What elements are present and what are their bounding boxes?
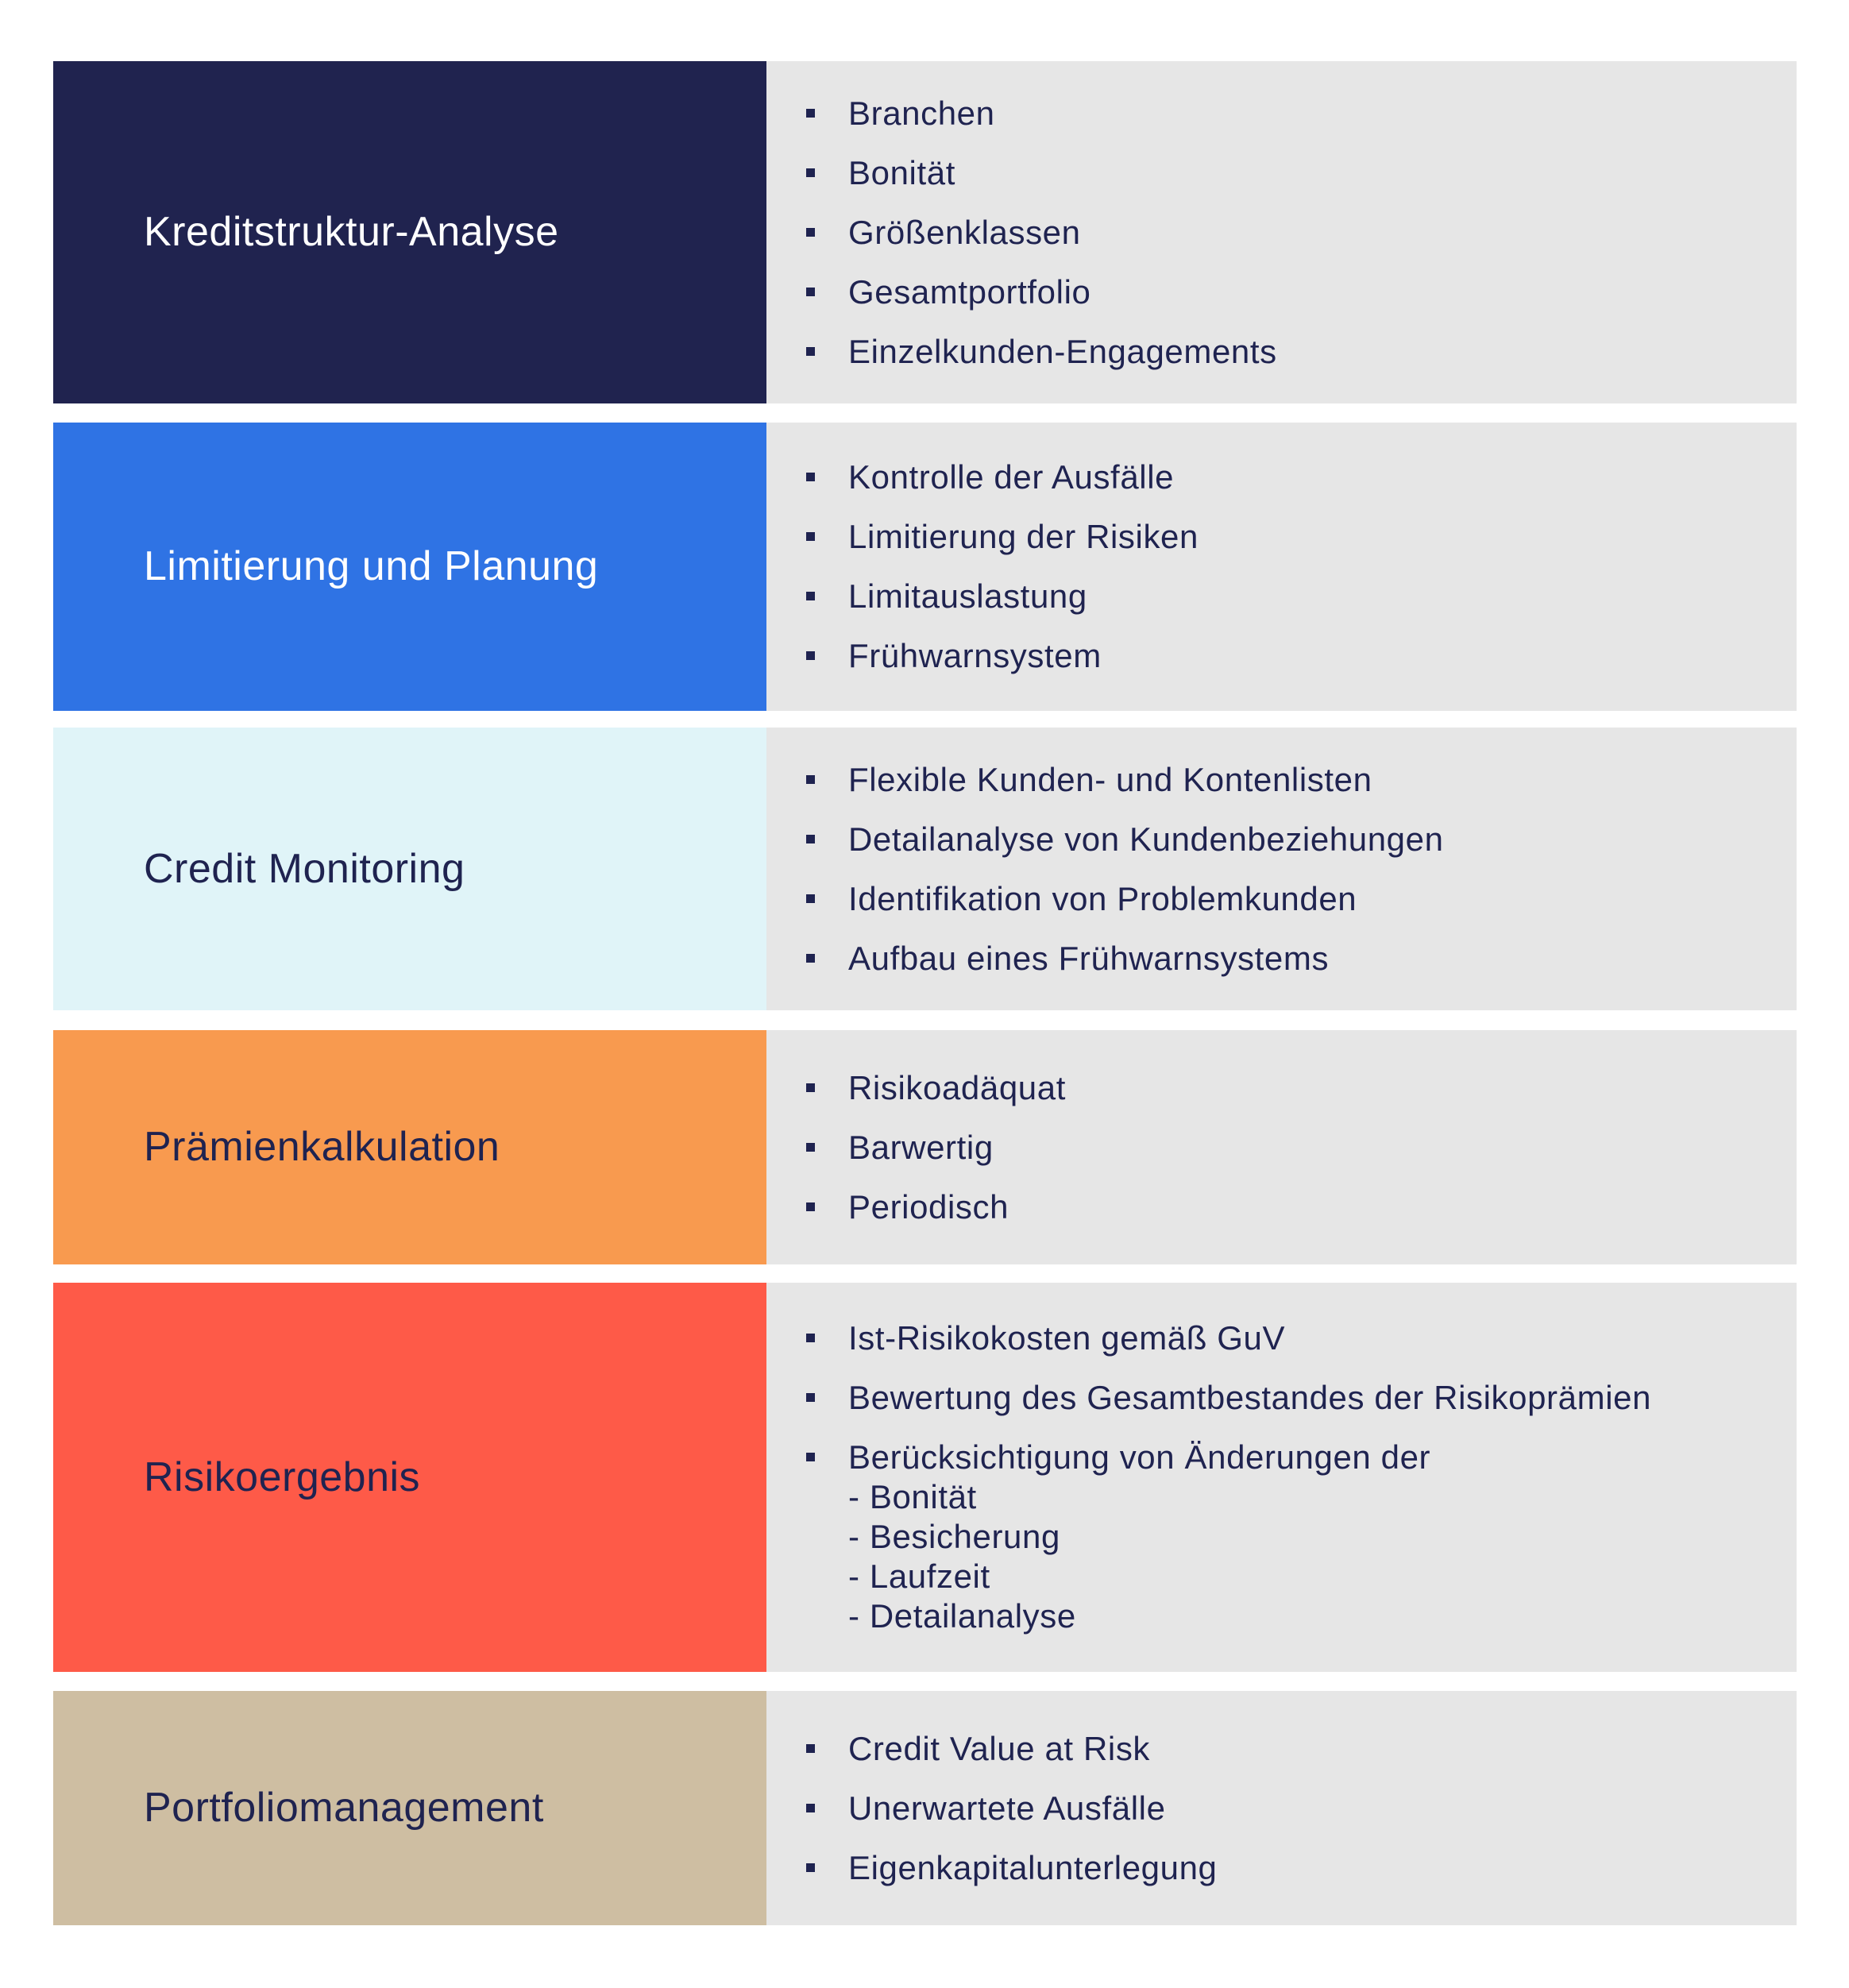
list-item [806, 1729, 1797, 1769]
square-bullet-icon [806, 1083, 815, 1092]
list-item [806, 939, 1797, 979]
category-cell [53, 1691, 766, 1925]
square-bullet-icon [806, 894, 815, 903]
content-cell [766, 728, 1797, 1010]
item-text: Branchen [848, 94, 995, 132]
square-bullet-icon [806, 775, 815, 784]
item-text: Größenklassen [848, 213, 1081, 251]
square-bullet-icon [806, 1202, 815, 1211]
list-item [806, 213, 1797, 253]
list-item [806, 94, 1797, 133]
list-item [806, 153, 1797, 193]
item-text: Credit Value at Risk [848, 1729, 1151, 1767]
category-cell [53, 1283, 766, 1672]
content-cell [766, 423, 1797, 711]
square-bullet-icon [806, 532, 815, 541]
item-text: Ist-Risikokosten gemäß GuV [848, 1319, 1286, 1357]
item-text: Unerwartete Ausfälle [848, 1789, 1166, 1827]
list-item [806, 517, 1797, 557]
list-item [806, 332, 1797, 372]
row-praemienkalkulation [53, 1030, 1797, 1264]
square-bullet-icon [806, 1143, 815, 1152]
list-item [806, 1789, 1797, 1828]
item-text: Eigenkapitalunterlegung [848, 1848, 1218, 1886]
item-text: Limitauslastung [848, 577, 1087, 615]
square-bullet-icon [806, 1334, 815, 1342]
square-bullet-icon [806, 1804, 815, 1812]
item-text: Berücksichtigung von Änderungen der [848, 1438, 1431, 1476]
list-item [806, 879, 1797, 919]
list-item [806, 820, 1797, 859]
square-bullet-icon [806, 168, 815, 177]
sub-item-text: - Detailanalyse [848, 1597, 1076, 1635]
item-text: Risikoadäquat [848, 1068, 1066, 1106]
square-bullet-icon [806, 288, 815, 296]
list-item [806, 636, 1797, 676]
square-bullet-icon [806, 1744, 815, 1753]
square-bullet-icon [806, 1863, 815, 1872]
category-cell [53, 61, 766, 403]
sub-item-text: - Besicherung [848, 1518, 1060, 1555]
item-text: Flexible Kunden- und Kontenlisten [848, 760, 1372, 798]
list-item [806, 1438, 1797, 1636]
list-item [806, 1318, 1797, 1358]
item-text: Gesamtportfolio [848, 272, 1091, 311]
list-item [806, 1187, 1797, 1227]
sub-item-text: - Bonität [848, 1478, 977, 1515]
row-kreditstruktur-analyse [53, 61, 1797, 403]
square-bullet-icon [806, 651, 815, 660]
content-cell [766, 61, 1797, 403]
item-text: Bewertung des Gesamtbestandes der Risikoprämien [848, 1379, 1652, 1416]
list-item [806, 1068, 1797, 1108]
item-text: Bonität [848, 153, 955, 191]
item-list [806, 1318, 1797, 1636]
list-item [806, 457, 1797, 497]
category-title: Credit Monitoring [144, 845, 465, 892]
item-text: Barwertig [848, 1128, 994, 1166]
list-item [806, 1848, 1797, 1888]
item-text: Periodisch [848, 1187, 1009, 1226]
item-text: Aufbau eines Frühwarnsystems [848, 939, 1330, 977]
square-bullet-icon [806, 835, 815, 843]
item-text: Frühwarnsystem [848, 637, 1102, 674]
category-cell [53, 423, 766, 711]
square-bullet-icon [806, 954, 815, 963]
item-list [806, 760, 1797, 979]
content-cell [766, 1691, 1797, 1925]
square-bullet-icon [806, 1393, 815, 1402]
square-bullet-icon [806, 109, 815, 118]
item-text: Einzelkunden-Engagements [848, 332, 1277, 370]
category-title: Portfoliomanagement [144, 1785, 544, 1832]
square-bullet-icon [806, 228, 815, 237]
sub-item-text: - Laufzeit [848, 1558, 990, 1595]
item-text: Identifikation von Problemkunden [848, 879, 1357, 917]
item-list [806, 1068, 1797, 1227]
category-title: Kreditstruktur-Analyse [144, 209, 559, 256]
category-cell [53, 1030, 766, 1264]
square-bullet-icon [806, 347, 815, 356]
content-cell [766, 1030, 1797, 1264]
list-item [806, 760, 1797, 800]
category-title: Prämienkalkulation [144, 1124, 500, 1171]
square-bullet-icon [806, 473, 815, 481]
list-item [806, 272, 1797, 312]
row-portfoliomanagement [53, 1691, 1797, 1925]
square-bullet-icon [806, 592, 815, 600]
item-text: Kontrolle der Ausfälle [848, 458, 1175, 496]
item-list [806, 94, 1797, 372]
content-cell [766, 1283, 1797, 1672]
row-limitierung-und-planung [53, 423, 1797, 711]
list-item [806, 577, 1797, 616]
item-text: Limitierung der Risiken [848, 518, 1199, 555]
list-item [806, 1128, 1797, 1168]
list-item [806, 1378, 1797, 1418]
item-list [806, 457, 1797, 676]
row-credit-monitoring [53, 728, 1797, 1010]
item-list [806, 1729, 1797, 1888]
item-text: Detailanalyse von Kundenbeziehungen [848, 820, 1444, 858]
square-bullet-icon [806, 1453, 815, 1461]
category-title: Limitierung und Planung [144, 543, 599, 590]
category-title: Risikoergebnis [144, 1453, 421, 1500]
category-cell [53, 728, 766, 1010]
row-risikoergebnis [53, 1283, 1797, 1672]
